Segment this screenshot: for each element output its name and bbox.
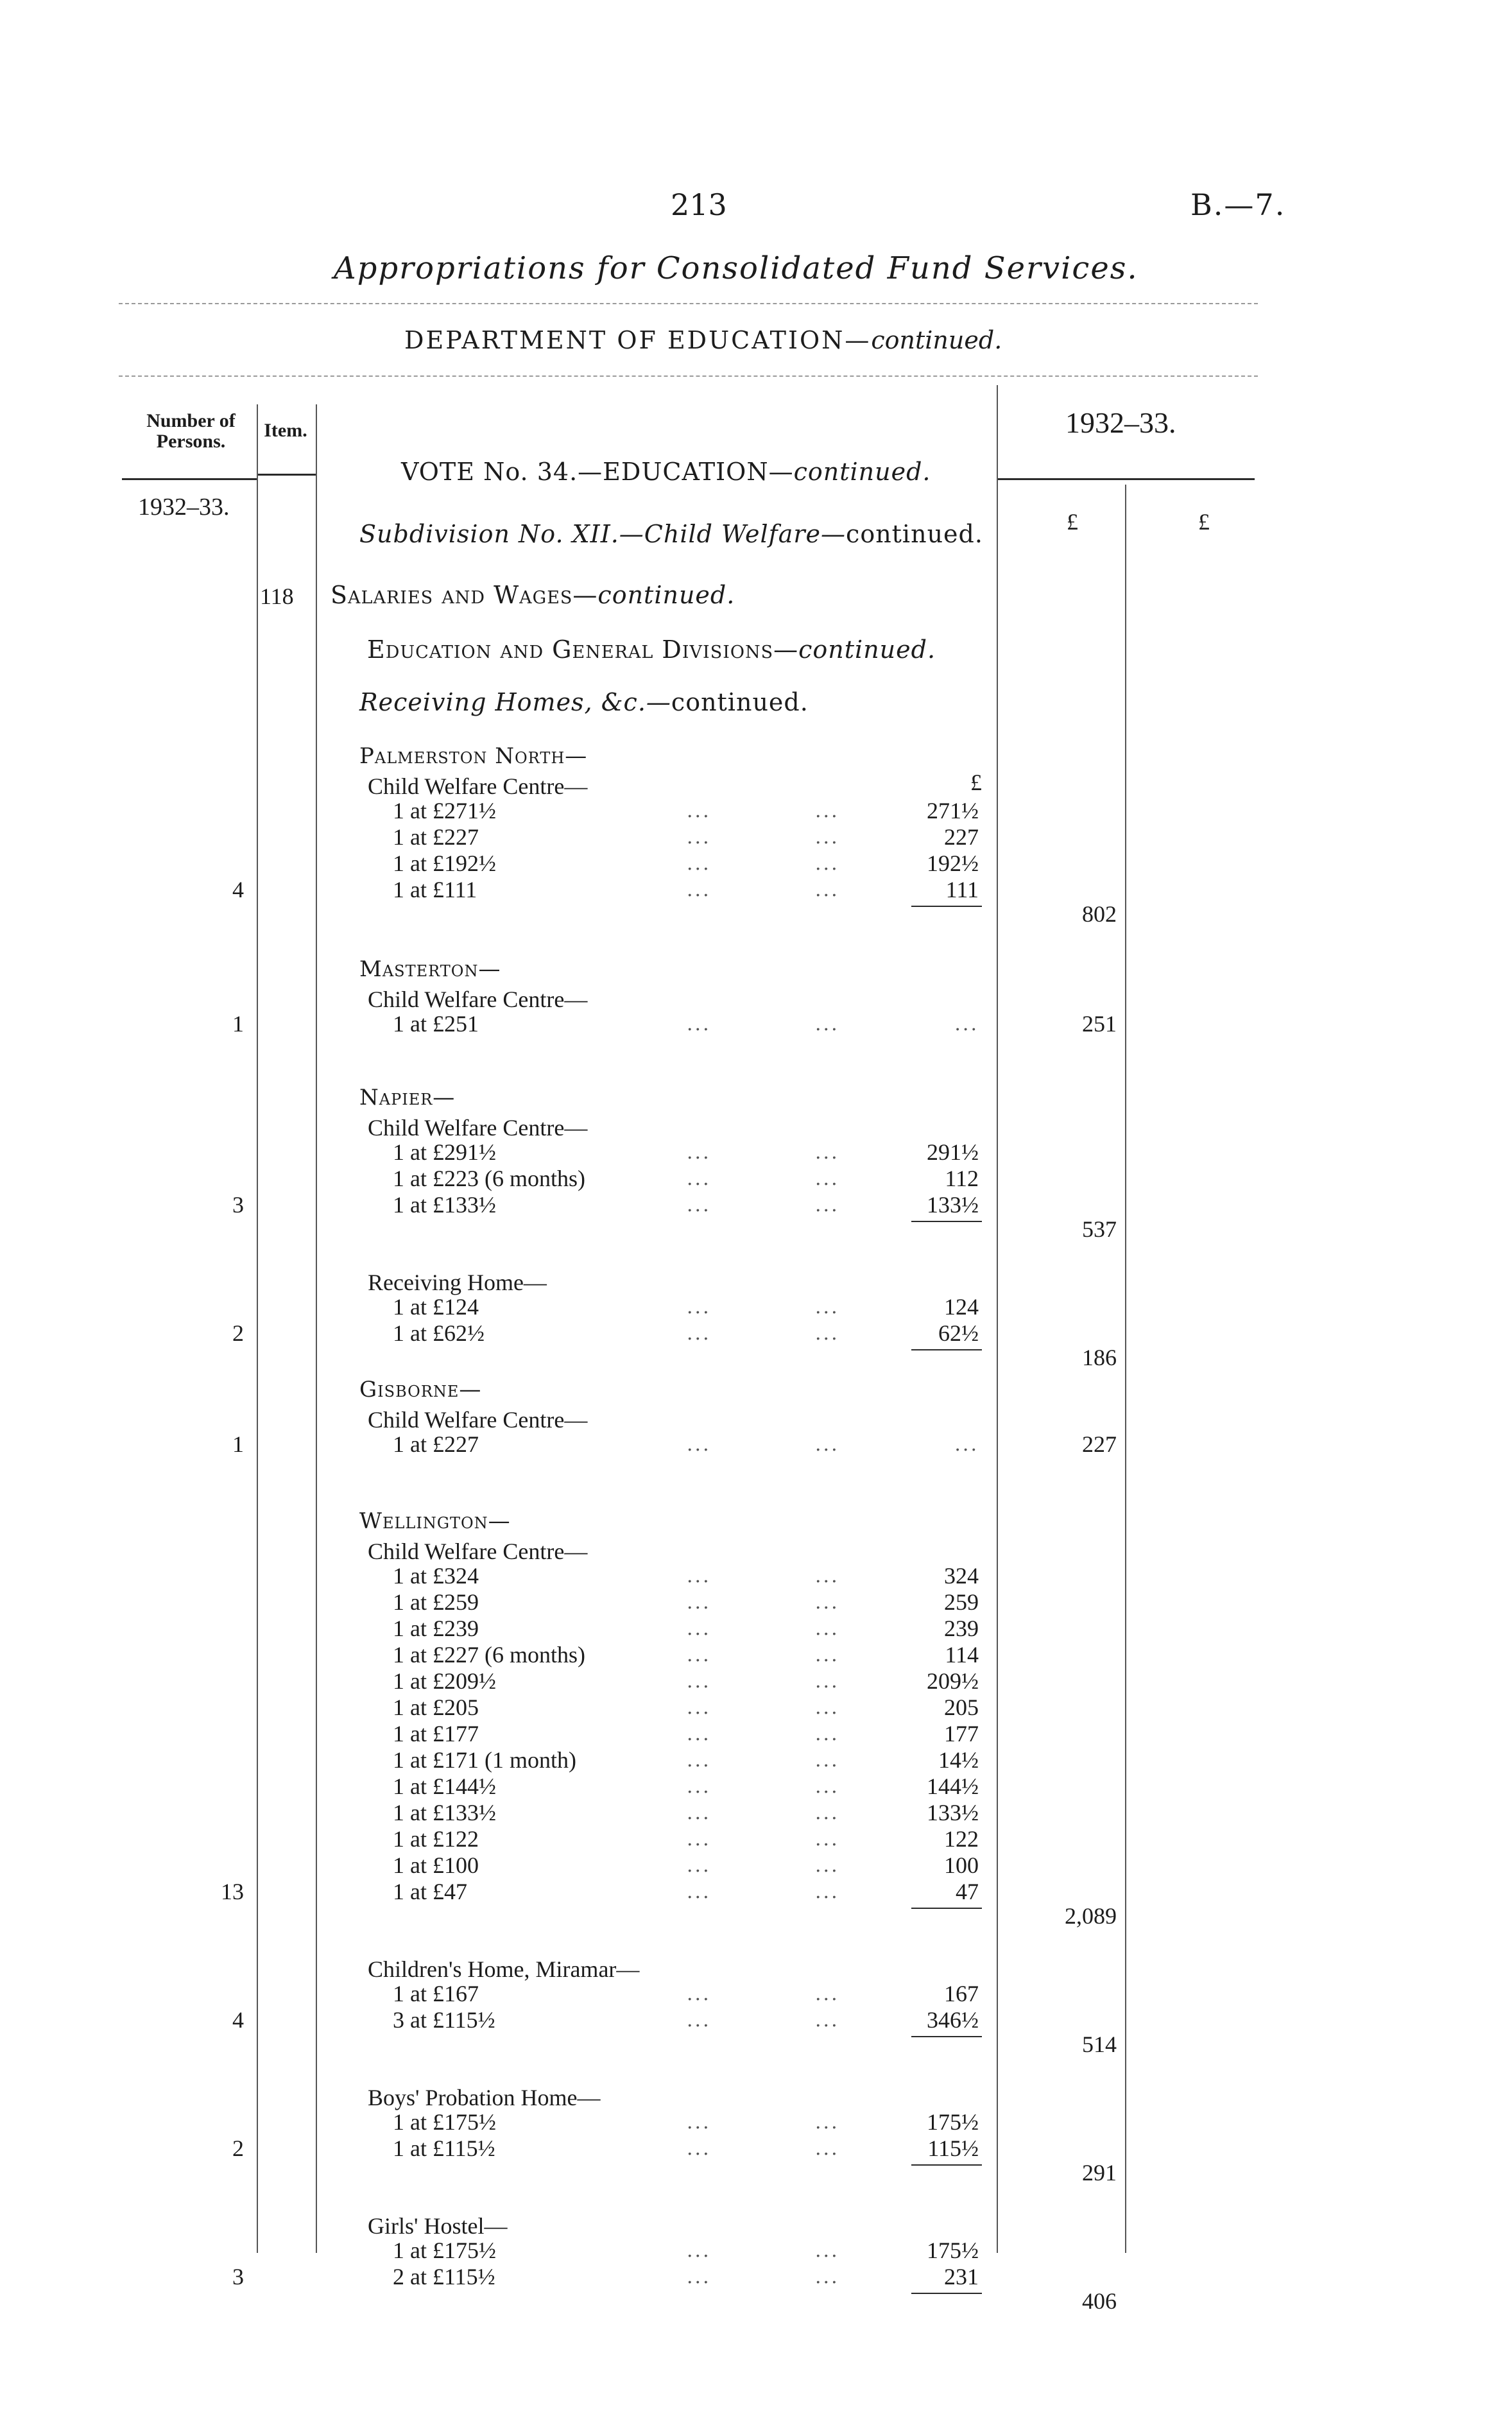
leader-dots: ... bbox=[815, 852, 839, 875]
group-label: Children's Home, Miramar— bbox=[368, 1956, 640, 1982]
leader-dots: ... bbox=[815, 2239, 839, 2262]
entry-amount: ... bbox=[954, 1433, 979, 1456]
entry-amount: 122 bbox=[944, 1826, 979, 1852]
entry-amount: 291½ bbox=[927, 1139, 979, 1165]
document-reference: B.—7. bbox=[1190, 187, 1286, 222]
entry-description: 1 at £47 bbox=[393, 1879, 467, 1904]
leader-dots: ... bbox=[815, 2266, 839, 2288]
leader-dots: ... bbox=[687, 826, 711, 849]
entry-amount: 227 bbox=[944, 824, 979, 850]
leader-dots: ... bbox=[687, 2111, 711, 2134]
leader-dots: ... bbox=[687, 1296, 711, 1318]
group-total: 514 bbox=[1082, 2031, 1117, 2057]
leader-dots: ... bbox=[687, 1881, 711, 1903]
leader-dots: ... bbox=[815, 1565, 839, 1587]
amount-column-divider bbox=[997, 385, 998, 2253]
salaries-title: Salaries and Wages— bbox=[331, 581, 598, 609]
leader-dots: ... bbox=[687, 1696, 711, 1719]
page-number: 213 bbox=[671, 187, 727, 222]
amount-header-rule bbox=[998, 478, 1255, 480]
vote-heading bbox=[401, 458, 931, 486]
entry-amount: 324 bbox=[944, 1563, 979, 1589]
leader-dots: ... bbox=[687, 1983, 711, 2005]
group-total: 537 bbox=[1082, 1216, 1117, 1242]
group-total: 291 bbox=[1082, 2160, 1117, 2186]
divisions-title: Education and General Divisions— bbox=[367, 635, 799, 664]
entry-amount: 239 bbox=[944, 1616, 979, 1641]
leader-dots: ... bbox=[687, 1749, 711, 1772]
persons-count: 3 bbox=[232, 2264, 244, 2290]
leader-dots: ... bbox=[815, 1322, 839, 1345]
leader-dots: ... bbox=[687, 1670, 711, 1693]
group-total: 406 bbox=[1082, 2288, 1117, 2314]
entry-description: 1 at £144½ bbox=[393, 1773, 496, 1799]
entry-description: 1 at £205 bbox=[393, 1695, 479, 1720]
entry-description: 1 at £209½ bbox=[393, 1668, 496, 1694]
entry-description: 1 at £171 (1 month) bbox=[393, 1747, 576, 1773]
entry-description: 1 at £251 bbox=[393, 1011, 479, 1037]
title-rule bbox=[119, 303, 1258, 304]
section-heading: Napier— bbox=[359, 1085, 456, 1110]
leader-dots: ... bbox=[687, 1617, 711, 1640]
persons-count: 1 bbox=[232, 1011, 244, 1037]
group-label: Child Welfare Centre— bbox=[368, 987, 588, 1012]
group-label: Boys' Probation Home— bbox=[368, 2085, 601, 2110]
leader-dots: ... bbox=[687, 852, 711, 875]
leader-dots: ... bbox=[815, 1696, 839, 1719]
entry-amount: 111 bbox=[945, 877, 979, 902]
subtotal-rule bbox=[911, 2293, 982, 2294]
leader-dots: ... bbox=[815, 1670, 839, 1693]
vote-title: VOTE No. 34.—EDUCATION— bbox=[401, 458, 794, 486]
receiving-continued: continued. bbox=[671, 688, 809, 716]
persons-count: 13 bbox=[221, 1879, 244, 1904]
group-label: Girls' Hostel— bbox=[368, 2213, 508, 2239]
entry-description: 1 at £259 bbox=[393, 1589, 479, 1615]
subdivision-continued: continued. bbox=[846, 520, 983, 548]
persons-count: 4 bbox=[232, 877, 244, 902]
leader-dots: ... bbox=[815, 1723, 839, 1745]
leader-dots: ... bbox=[815, 1168, 839, 1190]
leader-dots: ... bbox=[687, 2009, 711, 2031]
amount-year-header: 1932–33. bbox=[1065, 406, 1176, 439]
entry-description: 1 at £167 bbox=[393, 1981, 479, 2006]
group-label: Receiving Home— bbox=[368, 1270, 547, 1295]
entry-description: 1 at £62½ bbox=[393, 1320, 485, 1346]
group-label: Child Welfare Centre— bbox=[368, 1539, 588, 1564]
entry-description: 1 at £291½ bbox=[393, 1139, 496, 1165]
vote-continued: continued. bbox=[793, 458, 931, 486]
leader-dots: ... bbox=[815, 826, 839, 849]
salaries-heading bbox=[331, 581, 735, 609]
entry-amount: 100 bbox=[944, 1852, 979, 1878]
leader-dots: ... bbox=[687, 800, 711, 822]
leader-dots: ... bbox=[815, 1775, 839, 1798]
item-header: Item. bbox=[264, 420, 307, 441]
item-header-rule bbox=[257, 474, 316, 476]
subtotal-rule bbox=[911, 1221, 982, 1222]
group-total: 227 bbox=[1082, 1431, 1117, 1457]
leader-dots: ... bbox=[815, 1591, 839, 1614]
leader-dots: ... bbox=[815, 1881, 839, 1903]
total-column-divider bbox=[1125, 485, 1126, 2253]
entry-amount: 133½ bbox=[927, 1800, 979, 1825]
group-total: 802 bbox=[1082, 901, 1117, 927]
leader-dots: ... bbox=[815, 1194, 839, 1216]
persons-count: 1 bbox=[232, 1431, 244, 1457]
persons-header-rule bbox=[122, 478, 257, 480]
subdivision-title: Subdivision No. XII.—Child Welfare— bbox=[359, 520, 846, 548]
entry-amount: 62½ bbox=[938, 1320, 979, 1346]
receiving-heading bbox=[359, 688, 809, 716]
subtotal-rule bbox=[911, 1908, 982, 1909]
persons-count: 2 bbox=[232, 1320, 244, 1346]
entry-description: 1 at £100 bbox=[393, 1852, 479, 1878]
leader-dots: ... bbox=[815, 1296, 839, 1318]
entry-amount: 124 bbox=[944, 1294, 979, 1320]
entry-amount: 114 bbox=[945, 1642, 979, 1668]
leader-dots: ... bbox=[687, 2239, 711, 2262]
entry-amount: 167 bbox=[944, 1981, 979, 2006]
entry-amount: 271½ bbox=[927, 798, 979, 824]
entry-description: 1 at £175½ bbox=[393, 2238, 496, 2263]
leader-dots: ... bbox=[687, 2266, 711, 2288]
entry-amount: 144½ bbox=[927, 1773, 979, 1799]
subdivision-heading bbox=[359, 520, 983, 548]
pound-symbol-right: £ bbox=[1198, 509, 1210, 535]
department-heading bbox=[404, 326, 1002, 354]
entry-description: 1 at £227 bbox=[393, 824, 479, 850]
department-rule bbox=[119, 375, 1258, 377]
group-label: Child Welfare Centre— bbox=[368, 1115, 588, 1141]
leader-dots: ... bbox=[687, 1802, 711, 1824]
entry-amount: 346½ bbox=[927, 2007, 979, 2033]
entry-description: 1 at £192½ bbox=[393, 850, 496, 876]
section-heading: Gisborne— bbox=[359, 1377, 482, 1402]
number-of-persons-header: Number of Persons. bbox=[146, 410, 236, 452]
leader-dots: ... bbox=[815, 2111, 839, 2134]
entry-amount: 112 bbox=[945, 1166, 979, 1191]
leader-dots: ... bbox=[815, 879, 839, 901]
receiving-title: Receiving Homes, &c.— bbox=[359, 688, 671, 716]
salaries-continued: continued. bbox=[597, 581, 735, 609]
entry-description: 1 at £111 bbox=[393, 877, 477, 902]
entry-amount: ... bbox=[954, 1013, 979, 1035]
entry-amount: 177 bbox=[944, 1721, 979, 1746]
entry-description: 1 at £239 bbox=[393, 1616, 479, 1641]
subtotal-rule bbox=[911, 2164, 982, 2166]
entry-description: 1 at £223 (6 months) bbox=[393, 1166, 585, 1191]
entry-description: 1 at £177 bbox=[393, 1721, 479, 1746]
persons-column-divider bbox=[257, 404, 258, 2253]
section-heading: Wellington— bbox=[359, 1508, 511, 1534]
persons-count: 2 bbox=[232, 2135, 244, 2161]
leader-dots: ... bbox=[815, 1749, 839, 1772]
leader-dots: ... bbox=[687, 1194, 711, 1216]
leader-dots: ... bbox=[687, 1775, 711, 1798]
amount-pound-symbol: £ bbox=[970, 770, 982, 795]
entry-description: 2 at £115½ bbox=[393, 2264, 495, 2290]
entry-description: 1 at £115½ bbox=[393, 2135, 495, 2161]
leader-dots: ... bbox=[687, 1828, 711, 1850]
leader-dots: ... bbox=[687, 1723, 711, 1745]
leader-dots: ... bbox=[815, 1617, 839, 1640]
department-name: DEPARTMENT OF EDUCATION— bbox=[404, 326, 872, 354]
section-heading: Palmerston North— bbox=[359, 743, 588, 769]
leader-dots: ... bbox=[687, 1141, 711, 1164]
subtotal-rule bbox=[911, 1349, 982, 1350]
group-total: 2,089 bbox=[1065, 1903, 1117, 1929]
entry-description: 1 at £133½ bbox=[393, 1192, 496, 1218]
leader-dots: ... bbox=[815, 1802, 839, 1824]
section-heading: Masterton— bbox=[359, 956, 501, 982]
leader-dots: ... bbox=[687, 1565, 711, 1587]
entry-amount: 175½ bbox=[927, 2238, 979, 2263]
entry-description: 3 at £115½ bbox=[393, 2007, 495, 2033]
leader-dots: ... bbox=[815, 2137, 839, 2160]
leader-dots: ... bbox=[815, 1828, 839, 1850]
entry-amount: 259 bbox=[944, 1589, 979, 1615]
persons-count: 4 bbox=[232, 2007, 244, 2033]
leader-dots: ... bbox=[815, 1644, 839, 1666]
entry-description: 1 at £227 (6 months) bbox=[393, 1642, 585, 1668]
entry-description: 1 at £124 bbox=[393, 1294, 479, 1320]
entry-amount: 175½ bbox=[927, 2109, 979, 2135]
entry-amount: 192½ bbox=[927, 850, 979, 876]
entry-amount: 205 bbox=[944, 1695, 979, 1720]
leader-dots: ... bbox=[687, 1433, 711, 1456]
entry-amount: 47 bbox=[956, 1879, 979, 1904]
leader-dots: ... bbox=[815, 1013, 839, 1035]
leader-dots: ... bbox=[687, 1591, 711, 1614]
leader-dots: ... bbox=[687, 1644, 711, 1666]
leader-dots: ... bbox=[687, 2137, 711, 2160]
item-column-divider bbox=[316, 404, 317, 2253]
subtotal-rule bbox=[911, 906, 982, 907]
group-total: 186 bbox=[1082, 1345, 1117, 1370]
page-title: Appropriations for Consolidated Fund Services. bbox=[334, 250, 1138, 286]
divisions-continued: continued. bbox=[798, 635, 936, 664]
group-label: Child Welfare Centre— bbox=[368, 1407, 588, 1433]
entry-amount: 14½ bbox=[938, 1747, 979, 1773]
entry-description: 1 at £133½ bbox=[393, 1800, 496, 1825]
leader-dots: ... bbox=[687, 1854, 711, 1877]
entry-amount: 209½ bbox=[927, 1668, 979, 1694]
leader-dots: ... bbox=[687, 1168, 711, 1190]
pound-symbol-left: £ bbox=[1067, 509, 1078, 535]
entry-description: 1 at £227 bbox=[393, 1431, 479, 1457]
entry-description: 1 at £271½ bbox=[393, 798, 496, 824]
group-total: 251 bbox=[1082, 1011, 1117, 1037]
group-label: Child Welfare Centre— bbox=[368, 773, 588, 799]
entry-description: 1 at £175½ bbox=[393, 2109, 496, 2135]
leader-dots: ... bbox=[687, 1013, 711, 1035]
entry-amount: 115½ bbox=[927, 2135, 979, 2161]
leader-dots: ... bbox=[815, 1854, 839, 1877]
entry-amount: 231 bbox=[944, 2264, 979, 2290]
entry-amount: 133½ bbox=[927, 1192, 979, 1218]
leader-dots: ... bbox=[815, 1141, 839, 1164]
leader-dots: ... bbox=[687, 1322, 711, 1345]
entry-description: 1 at £324 bbox=[393, 1563, 479, 1589]
item-number: 118 bbox=[260, 583, 294, 609]
leader-dots: ... bbox=[815, 1433, 839, 1456]
leader-dots: ... bbox=[815, 800, 839, 822]
leader-dots: ... bbox=[687, 879, 711, 901]
persons-year-header: 1932–33. bbox=[138, 494, 230, 521]
subtotal-rule bbox=[911, 2036, 982, 2037]
leader-dots: ... bbox=[815, 2009, 839, 2031]
leader-dots: ... bbox=[815, 1983, 839, 2005]
persons-count: 3 bbox=[232, 1192, 244, 1218]
entry-description: 1 at £122 bbox=[393, 1826, 479, 1852]
divisions-heading bbox=[367, 635, 936, 664]
department-continued: continued. bbox=[871, 326, 1002, 354]
